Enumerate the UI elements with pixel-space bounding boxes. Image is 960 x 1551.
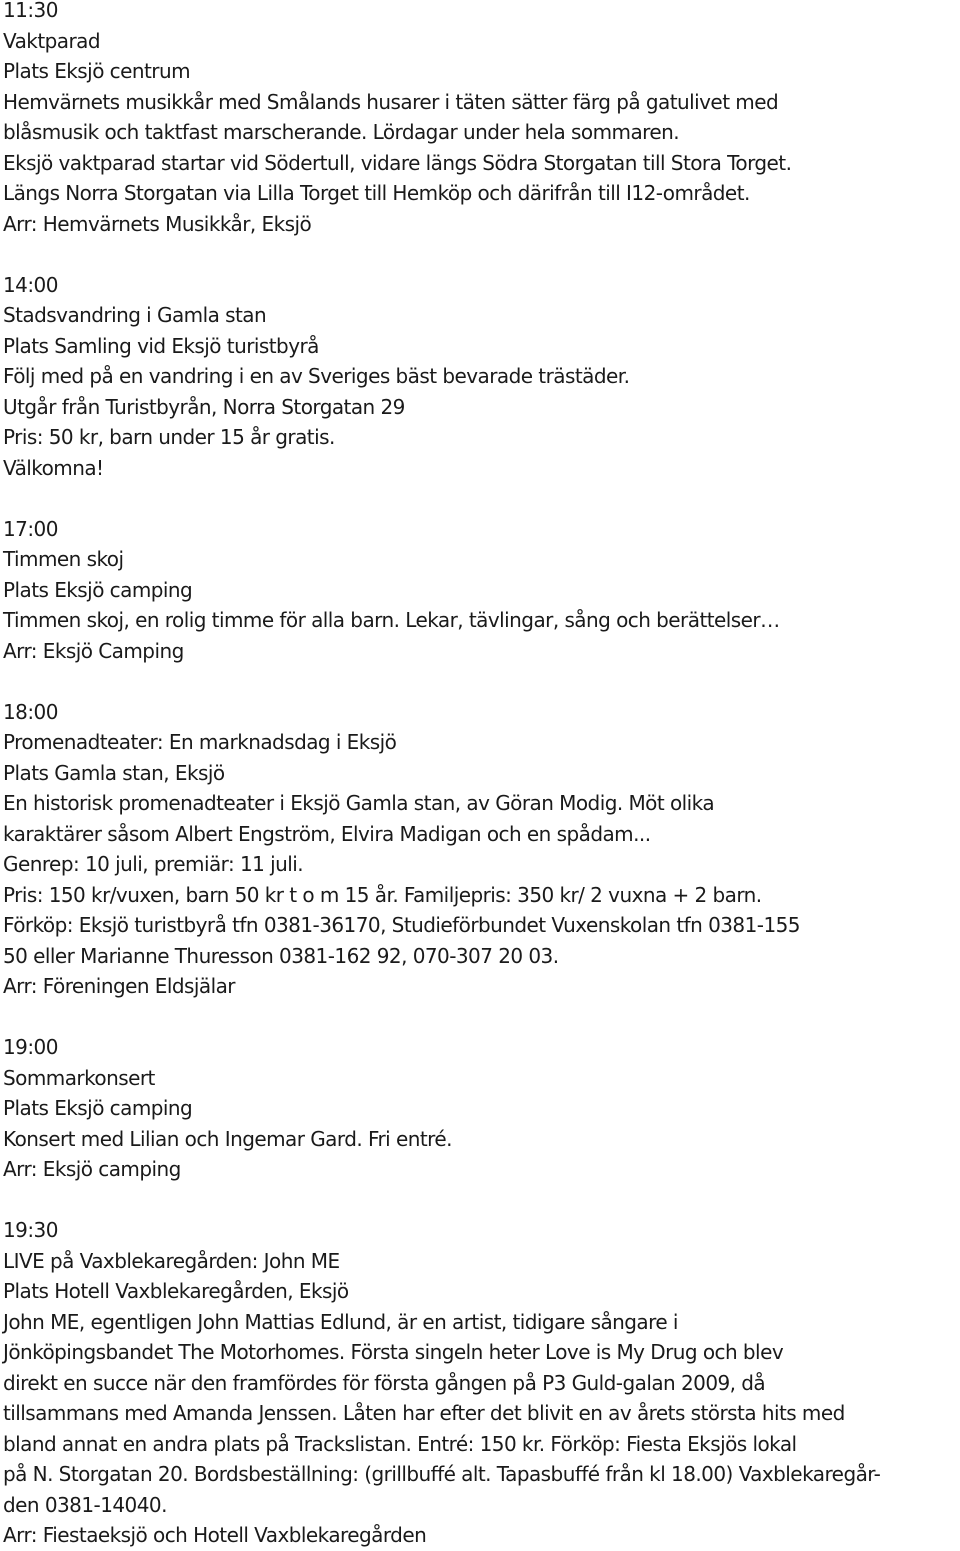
event-block [3,697,958,1002]
event-place: Plats Samling vid Eksjö turistbyrå [3,333,319,358]
event-time: 18:00 [3,699,58,724]
event-description-line: Jönköpingsbandet The Motorhomes. Första singeln heter Love is My Drug och blev [3,1340,784,1364]
event-description-line: John ME, egentligen John Mattias Edlund, är en artist, tidigare sångare i [3,1309,678,1334]
event-title: Timmen skoj [3,547,124,571]
event-place: Plats Eksjö camping [3,1096,193,1120]
event-block [3,0,958,239]
event-place: Plats Eksjö camping [3,577,193,602]
event-spacer [3,483,958,514]
event-place: Plats Eksjö centrum [3,59,191,83]
event-description-line: tillsammans med Amanda Jenssen. Låten har efter det blivit en av årets största hits med [3,1401,845,1425]
event-place: Plats Gamla stan, Eksjö [3,760,225,785]
event-organizer: Arr: Hemvärnets Musikkår, Eksjö [3,211,312,236]
event-description-line: blåsmusik och taktfast marscherande. Lördagar under hela sommaren. [3,120,680,144]
event-title: Sommarkonsert [3,1065,155,1090]
event-description-line: Eksjö vaktparad startar vid Södertull, vidare längs Södra Storgatan till Stora Torget. [3,150,792,175]
event-organizer: Arr: Eksjö camping [3,1157,181,1181]
event-title: Vaktparad [3,28,100,53]
event-block [3,514,958,667]
event-description-line: Utgår från Turistbyrån, Norra Storgatan 29 [3,394,405,419]
event-description-line: den 0381-14040. [3,1492,167,1517]
event-description-line: Följ med på en vandring i en av Sveriges bäst bevarade trästäder. [3,364,630,388]
event-description-line: Genrep: 10 juli, premiär: 11 juli. [3,852,304,876]
event-description-line: Konsert med Lilian och Ingemar Gard. Fri entré. [3,1126,452,1151]
event-time: 19:00 [3,1035,58,1059]
event-description-line: Timmen skoj, en rolig timme för alla barn. Lekar, tävlingar, sång och berättelser… [3,608,780,632]
event-title: LIVE på Vaxblekaregården: John ME [3,1248,340,1273]
event-block [3,270,958,484]
event-description-line: karaktärer såsom Albert Engström, Elvira Madigan och en spådam... [3,821,651,846]
event-listing [3,0,958,1551]
event-time: 14:00 [3,272,58,297]
event-time: 19:30 [3,1218,58,1242]
event-organizer: Arr: Föreningen Eldsjälar [3,974,235,998]
event-description-line: Hemvärnets musikkår med Smålands husarer i täten sätter färg på gatulivet med [3,89,779,114]
event-spacer [3,239,958,270]
event-organizer: Arr: Eksjö Camping [3,638,184,663]
event-spacer [3,1002,958,1033]
event-block [3,1215,958,1551]
event-title: Stadsvandring i Gamla stan [3,303,267,327]
event-description-line: Pris: 150 kr/vuxen, barn 50 kr t o m 15 år. Familjepris: 350 kr/ 2 vuxna + 2 barn. [3,882,762,907]
event-description-line: direkt en succe när den framfördes för första gången på P3 Guld-galan 2009, då [3,1370,766,1395]
event-description-line: Längs Norra Storgatan via Lilla Torget till Hemköp och därifrån till I12-området. [3,181,750,205]
event-title: Promenadteater: En marknadsdag i Eksjö [3,730,397,754]
event-description-line: bland annat en andra plats på Trackslistan. Entré: 150 kr. Förköp: Fiesta Eksjös lokal [3,1431,797,1456]
event-description-line: Välkomna! [3,455,104,480]
event-spacer [3,1185,958,1216]
event-description-line: En historisk promenadteater i Eksjö Gamla stan, av Göran Modig. Möt olika [3,791,715,815]
event-description-line: 50 eller Marianne Thuresson 0381-162 92, 070-307 20 03. [3,943,559,968]
event-block [3,1032,958,1185]
event-description-line: Förköp: Eksjö turistbyrå tfn 0381-36170, Studieförbundet Vuxenskolan tfn 0381-155 [3,913,800,937]
event-spacer [3,666,958,697]
event-place: Plats Hotell Vaxblekaregården, Eksjö [3,1279,349,1303]
event-description-line: på N. Storgatan 20. Bordsbeställning: (grillbuffé alt. Tapasbuffé från kl 18.00) Vaxblekaregår- [3,1462,881,1486]
event-description-line: Pris: 50 kr, barn under 15 år gratis. [3,425,335,449]
event-organizer: Arr: Fiestaeksjö och Hotell Vaxblekaregården [3,1523,427,1547]
event-time: 17:00 [3,516,58,541]
event-time: 11:30 [3,0,58,22]
